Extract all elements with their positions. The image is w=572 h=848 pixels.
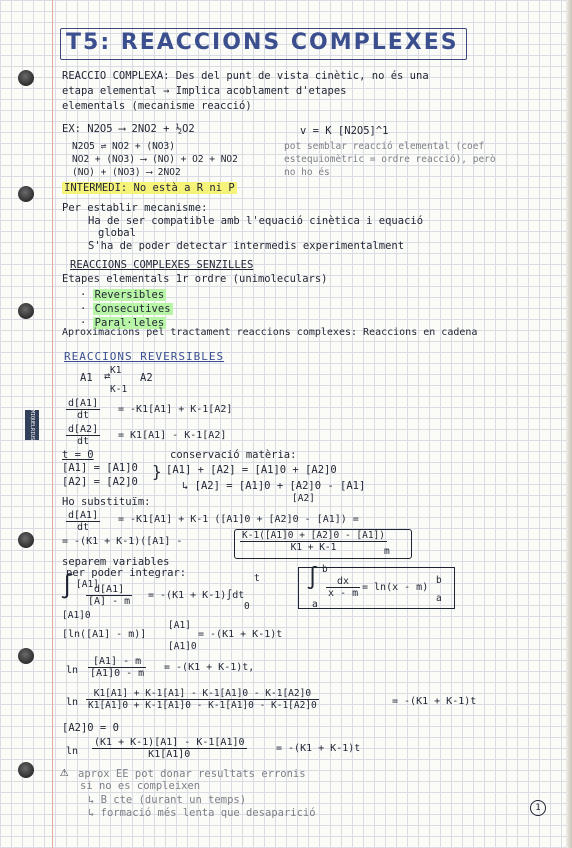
subst-line-2: = -(K1 + K-1)([A1] -: [62, 536, 183, 547]
formula-integral: ∫: [306, 566, 320, 591]
ln4-fraction: $\frac{(K1 + K-1)[A1] - K-1[A1]0}{K1[A1]0}$: [94, 737, 245, 760]
eq2-fraction: $\frac{d[A2]}{dt}$: [68, 424, 99, 447]
m-label: m: [384, 546, 390, 557]
ln2-rhs: = -(K1 + K-1)t,: [164, 662, 255, 673]
conservation-2: ↳ [A2] = [A1]0 + [A2]0 - [A1]: [182, 480, 366, 492]
brand-logo: MIQUELRIUS: [25, 410, 39, 440]
integral-fraction: $\frac{d[A1]}{[A] - m}$: [88, 584, 131, 607]
eq2-rhs: = K1[A1] - K-1[A2]: [118, 430, 227, 441]
simple-heading: REACCIONS COMPLEXES SENZILLES: [70, 259, 254, 271]
example-overall: EX: N2O5 ⟶ 2NO2 + ½O2: [62, 123, 195, 135]
integral-0: 0: [244, 601, 250, 612]
conservation-1: [A1] + [A2] = [A1]0 + [A2]0: [166, 464, 337, 476]
example-step-1: N2O5 ⇌ NO2 + (NO3): [72, 141, 175, 152]
formula-b: b: [436, 575, 442, 586]
mechanism-item-1: Ha de ser compatible amb l'equació cinètica i equació: [88, 215, 424, 227]
substitute-label: Ho substituïm:: [62, 496, 151, 508]
integral-rhs: = -(K1 + K-1)∫dt: [148, 590, 245, 601]
example-step-3: (NO) + (NO3) ⟶ 2NO2: [72, 167, 181, 178]
binder-hole: [18, 648, 34, 664]
reversible-heading: REACCIONS REVERSIBLES: [64, 350, 225, 363]
equilibrium-arrows: ⇄: [104, 370, 111, 382]
ln4-rhs: = -(K1 + K-1)t: [276, 743, 361, 754]
mechanism-heading: Per establir mecanisme:: [62, 202, 208, 214]
approx-line: Aproximacions pel tractament reaccions complexes: Reaccions en cadena: [62, 327, 478, 338]
substitute-a2: [A2]: [292, 493, 315, 504]
k-forward: K1: [110, 365, 122, 376]
mechanism-item-2: S'ha de poder detectar intermedis experimentalment: [88, 240, 405, 252]
binder-hole: [18, 762, 34, 778]
example-note-3: no ho és: [284, 167, 330, 178]
separate-1: separem variables: [62, 556, 170, 568]
page-title: T5: REACCIONS COMPLEXES: [66, 30, 459, 55]
example-rate: v = K [N2O5]^1: [300, 125, 389, 137]
page-edge: [566, 0, 572, 848]
integral-sign: ∫: [60, 572, 75, 600]
ln1-rhs: = -(K1 + K-1)t: [198, 629, 283, 640]
intermedi-note: INTERMEDI: No està a R ni P: [64, 182, 235, 194]
formula-a: a: [436, 593, 442, 604]
mechanism-item-1-cont: global: [98, 227, 136, 239]
formula-b-top: b: [322, 564, 328, 575]
formula-fraction: $\frac{dx}{x - m}$: [328, 576, 359, 599]
integral-t: t: [254, 573, 260, 584]
scheme-left: A1: [80, 372, 93, 384]
init-1: [A1] = [A1]0: [62, 462, 138, 474]
integral-upper: [A1]: [76, 579, 99, 590]
example-note-2: estequiomètric = ordre reacció), però: [284, 154, 496, 165]
a2-zero: [A2]0 = 0: [62, 722, 119, 734]
separate-2: per poder integrar:: [66, 567, 187, 579]
integral-lower: [A1]0: [62, 610, 91, 621]
subst-rhs: = -K1[A1] + K-1 ([A1]0 + [A2]0 - [A1]) =: [118, 514, 359, 525]
eq1-fraction: $\frac{d[A1]}{dt}$: [68, 398, 99, 421]
warning-icon: ⚠: [60, 764, 69, 780]
list-item: · Reversibles: [80, 289, 165, 301]
intro-line-2: etapa elemental → Implica acoblament d'etapes: [62, 85, 347, 97]
list-item: · Paral·leles: [80, 317, 165, 329]
formula-a-bottom: a: [312, 599, 318, 610]
ln1: [ln([A1] - m)]: [62, 629, 147, 640]
warning-line-1: aprox EE pot donar resultats erronis: [78, 768, 306, 780]
ln1-upper: [A1]: [168, 620, 191, 631]
binder-hole: [18, 70, 34, 86]
ln2-prefix: ln: [66, 665, 79, 676]
example-step-2: NO2 + (NO3) ⟶ (NO) + O2 + NO2: [72, 154, 238, 165]
ln1-lower: [A1]0: [168, 641, 197, 652]
warning-line-4: ↳ formació més lenta que desaparició: [88, 807, 316, 819]
margin-line: [52, 0, 53, 848]
binder-hole: [18, 186, 34, 202]
ln2-fraction: $\frac{[A1] - m}{[A1]0 - m}$: [90, 656, 145, 679]
m-fraction: $\frac{K-1([A1]0 + [A2]0 - [A1])}{K1 + K-1}$: [242, 530, 385, 553]
subst-fraction: $\frac{d[A1]}{dt}$: [68, 510, 99, 533]
page-number: 1: [530, 800, 546, 816]
conservation-title: conservació matèria:: [170, 449, 297, 461]
scheme-right: A2: [140, 372, 153, 384]
t-zero: t = 0: [62, 449, 94, 461]
ln3-rhs: = -(K1 + K-1)t: [392, 696, 477, 707]
binder-hole: [18, 532, 34, 548]
ln4-prefix: ln: [66, 746, 79, 757]
brace: }: [152, 462, 162, 481]
intro-line-1: REACCIO COMPLEXA: Des del punt de vista cinètic, no és una: [62, 70, 429, 82]
ln3-prefix: ln: [66, 697, 79, 708]
warning-line-3: ↳ B cte (durant un temps): [88, 794, 247, 806]
ln3-fraction: $\frac{K1[A1] + K-1[A1] - K-1[A1]0 - K-1[A2]0}{K1[A1]0 + K-1[A1]0 - K-1[A1]0 - K-1[A2]0}$: [88, 688, 317, 711]
eq1-rhs: = -K1[A1] + K-1[A2]: [118, 404, 233, 415]
warning-line-2: si no es compleixen: [80, 780, 201, 792]
formula-rhs: = ln(x - m): [362, 582, 429, 593]
binder-hole: [18, 303, 34, 319]
init-2: [A2] = [A2]0: [62, 476, 138, 488]
example-note-1: pot semblar reacció elemental (coef: [284, 141, 485, 152]
simple-line: Etapes elementals 1r ordre (unimoleculars): [62, 273, 328, 285]
list-item: · Consecutives: [80, 303, 171, 315]
intro-line-3: elementals (mecanisme reacció): [62, 100, 252, 112]
k-back: K-1: [110, 384, 128, 395]
